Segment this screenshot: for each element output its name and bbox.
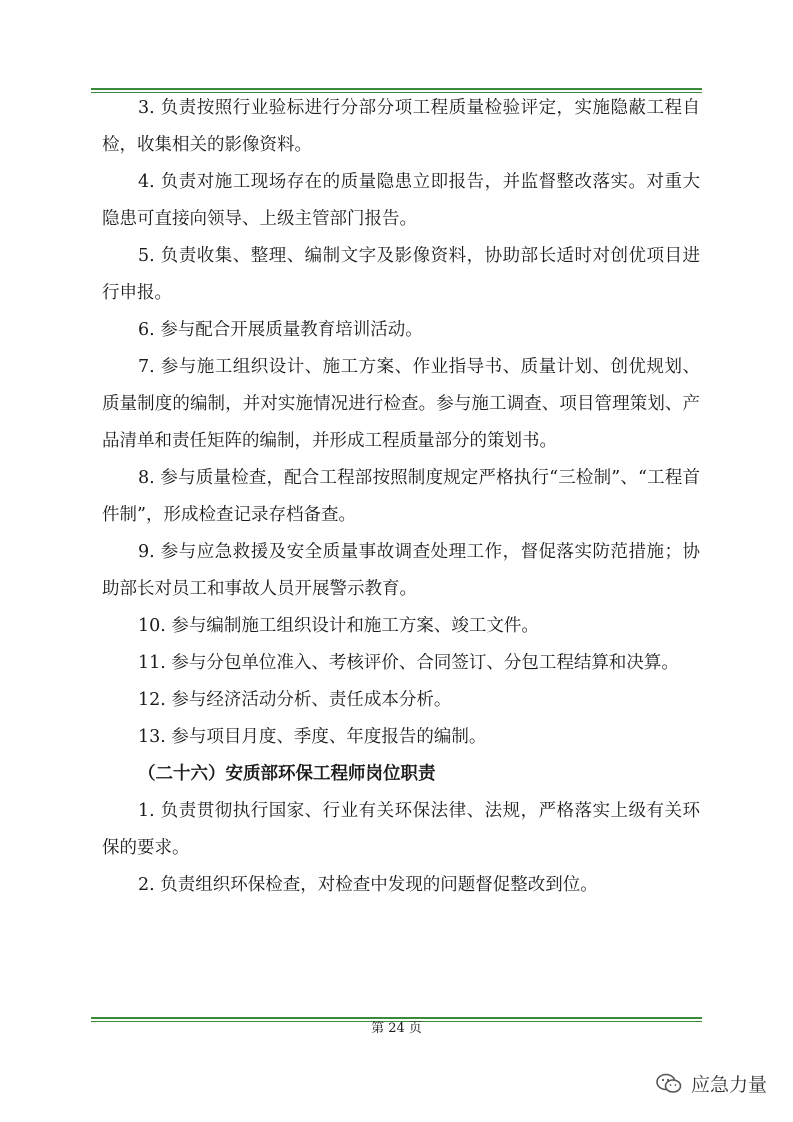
paragraph-env-2: 2. 负责组织环保检查，对检查中发现的问题督促整改到位。 — [138, 875, 598, 895]
paragraph-item-4: 4. 负责对施工现场存在的质量隐患立即报告，并监督整改落实。对重大隐患可直接向领导、上级主管部门报告。 — [102, 172, 700, 229]
paragraph-item-3: 3. 负责按照行业验标进行分部分项工程质量检验评定，实施隐蔽工程自检，收集相关的影像资料。 — [102, 98, 700, 155]
paragraph-item-9: 9. 参与应急救援及安全质量事故调查处理工作，督促落实防范措施；协助部长对员工和事故人员开展警示教育。 — [102, 542, 700, 599]
paragraph-item-5: 5. 负责收集、整理、编制文字及影像资料，协助部长适时对创优项目进行申报。 — [102, 246, 700, 303]
page-number: 第 24 页 — [371, 1021, 422, 1036]
watermark-text: 应急力量 — [690, 1074, 767, 1096]
paragraph-env-1: 1. 负责贯彻执行国家、行业有关环保法律、法规，严格落实上级有关环保的要求。 — [102, 801, 700, 858]
section-heading: （二十六）安质部环保工程师岗位职责 — [138, 764, 436, 784]
document-body — [102, 90, 700, 904]
paragraph-item-11: 11. 参与分包单位准入、考核评价、合同签订、分包工程结算和决算。 — [138, 653, 679, 673]
paragraph-item-6: 6. 参与配合开展质量教育培训活动。 — [138, 320, 423, 340]
paragraph-item-10: 10. 参与编制施工组织设计和施工方案、竣工文件。 — [138, 616, 539, 636]
paragraph-item-13: 13. 参与项目月度、季度、年度报告的编制。 — [138, 727, 487, 747]
paragraph-item-8: 8. 参与质量检查，配合工程部按照制度规定严格执行“三检制”、“工程首件制”，形成检查记录存档备查。 — [102, 468, 700, 525]
paragraph-item-7: 7. 参与施工组织设计、施工方案、作业指导书、质量计划、创优规划、质量制度的编制，并对实施情况进行检查。参与施工调查、项目管理策划、产品清单和责任矩阵的编制，并形成工程质量部分的策划书。 — [102, 357, 700, 451]
wechat-logo-icon — [655, 1072, 683, 1096]
paragraph-item-12: 12. 参与经济活动分析、责任成本分析。 — [138, 690, 452, 710]
watermark — [655, 1070, 767, 1097]
